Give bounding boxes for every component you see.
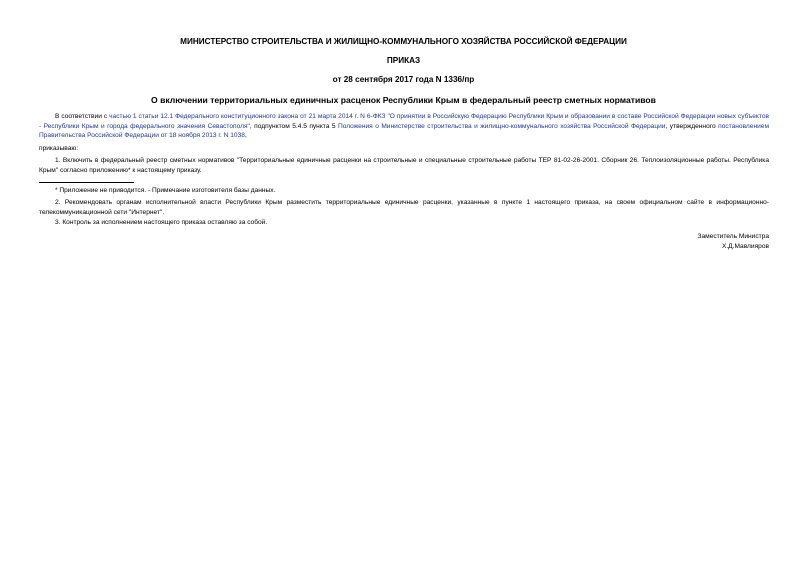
signatory-position: Заместитель Министра: [697, 233, 769, 240]
preamble-middle-1: , подпунктом 5.4.5 пункта 5: [249, 122, 338, 130]
document-title: О включении территориальных единичных расценок Республики Крым в федеральный реестр сметных нормативов: [151, 95, 656, 105]
preamble-suffix: ,: [244, 132, 247, 140]
document-type: ПРИКАЗ: [386, 56, 421, 65]
preamble-prefix: В соответствии с: [55, 113, 110, 120]
law-link[interactable]: частью 1 статьи 12.1 Федерального конституционного закона от 21 марта 2014 г. N 6-ФКЗ "О принятии в Российскую Федерацию Республики Крым и образовании в составе Российской Федерации новых субъектов - Республики Крым и города федерального значения Севастополя": [39, 113, 770, 130]
preamble-paragraph: [39, 112, 769, 141]
footnote: * Приложение не приводится. - Примечание изготовителя базы данных.: [55, 187, 276, 194]
order-item-2: 2. Рекомендовать органам исполнительной власти Республики Крым разместить территориальные единичные расценки, указанные в пункте 1 настоящего приказа, на своем официальном сайте в информационно-телекоммуникационной сети "Интернет".: [39, 199, 769, 216]
order-word: приказываю:: [39, 145, 79, 152]
signatory-name: Х.Д.Мавлияров: [721, 242, 769, 250]
date-and-number: от 28 сентября 2017 года N 1336/пр: [332, 75, 475, 84]
decree-link[interactable]: постановлением Правительства Российской Федерации от 18 ноября 2013 г. N 1038: [39, 122, 769, 140]
ministry-heading: МИНИСТЕРСТВО СТРОИТЕЛЬСТВА И ЖИЛИЩНО-КОММУНАЛЬНОГО ХОЗЯЙСТВА РОССИЙСКОЙ ФЕДЕРАЦИИ: [180, 37, 627, 46]
signature-block: [697, 232, 769, 252]
order-item-1: 1. Включить в федеральный реестр сметных нормативов "Территориальные единичные расценки на строительные и специальные строительные работы ТЕР 81-02-26-2001. Сборник 26. Теплоизоляционные работы. Республика Крым" согласно приложению* к настоящему приказу.: [39, 157, 769, 174]
preamble-middle-2: , утвержденного: [665, 122, 719, 130]
footnote-divider: [39, 182, 134, 183]
regulation-link[interactable]: Положения о Министерстве строительства и жилищно-коммунального хозяйства Российской Федерации: [337, 122, 666, 130]
order-item-3: 3. Контроль за исполнением настоящего приказа оставляю за собой.: [55, 219, 268, 226]
